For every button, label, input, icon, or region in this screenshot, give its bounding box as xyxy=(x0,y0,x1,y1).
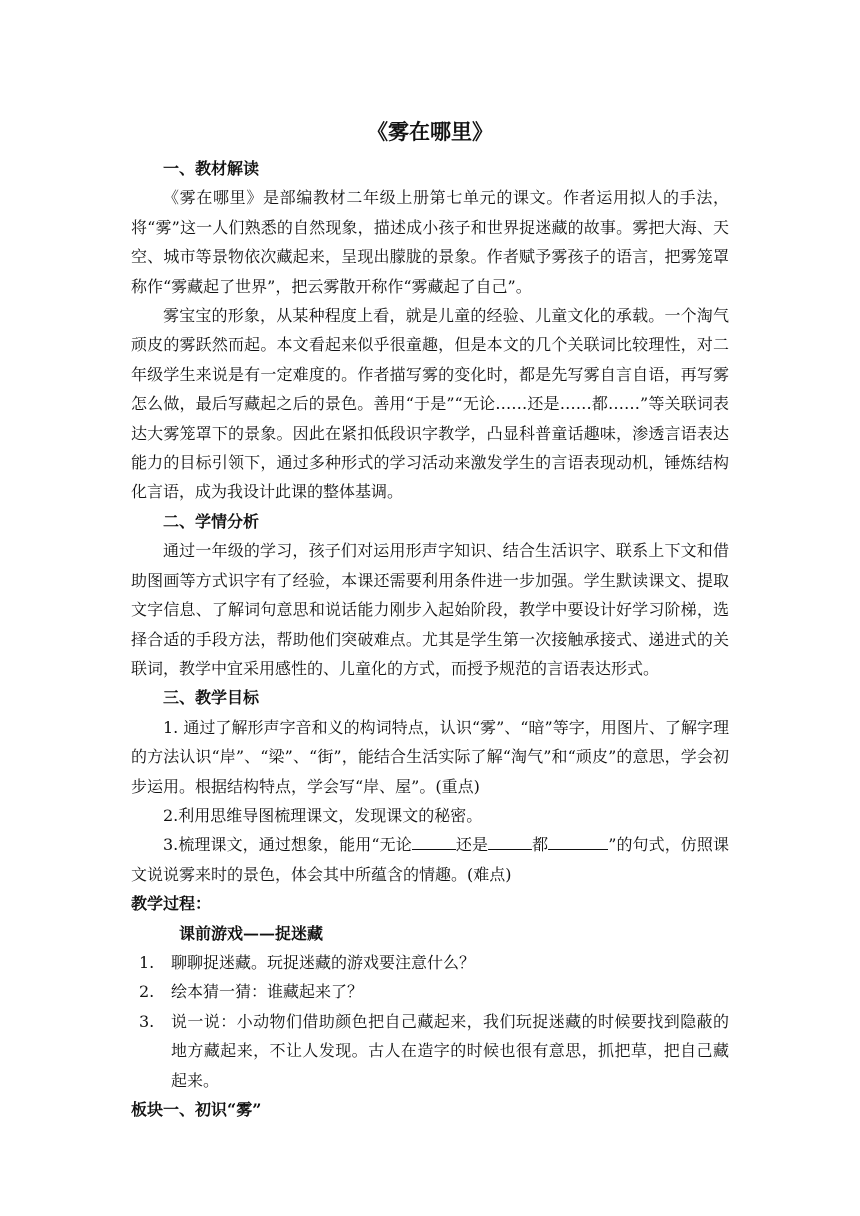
goal-3-part-a: 3.梳理课文，通过想象，能用“无论 xyxy=(163,835,412,855)
goal-1: 1. 通过了解形声字音和义的构词特点，认识“雾”、“暗”等字，用图片、了解字理的方法认识“岸”、“梁”、“街”，能结合生活实际了解“淘气”和“顽皮”的意思，学会初步运用。根据结构特点，学会写“岸、屋”。(重点) xyxy=(131,717,729,796)
paragraph-textbook-1: 《雾在哪里》是部编教材二年级上册第七单元的课文。作者运用拟人的手法，将“雾”这一人们熟悉的自然现象，描述成小孩子和世界捉迷藏的故事。雾把大海、天空、城市等景物依次藏起来，呈现出朦胧的景象。作者赋予雾孩子的语言，把雾笼罩称作“雾藏起了世界”，把云雾散开称作“雾藏起了自己”。 xyxy=(131,188,729,296)
page-title: 《雾在哪里》 xyxy=(367,119,493,144)
goal-3-part-b: 还是 xyxy=(455,835,489,855)
pregame-heading: 课前游戏——捉迷藏 xyxy=(179,923,324,943)
fill-blank xyxy=(548,833,608,850)
list-item xyxy=(131,948,729,977)
list-item-number: 2. xyxy=(139,982,155,1002)
goal-2: 2.利用思维导图梳理课文，发现课文的秘密。 xyxy=(163,805,483,825)
list-item-text: 说一说：小动物们借助颜色把自己藏起来，我们玩捉迷藏的时候要找到隐蔽的地方藏起来，不让人发现。古人在造字的时候也很有意思，抓把草，把自己藏起来。 xyxy=(171,1011,729,1090)
list-item xyxy=(131,1007,729,1095)
section-heading-goals: 三、教学目标 xyxy=(163,688,260,708)
fill-blank xyxy=(412,833,456,850)
fill-blank xyxy=(488,833,532,850)
paragraph-textbook-2: 雾宝宝的形象，从某种程度上看，就是儿童的经验、儿童文化的承载。一个淘气顽皮的雾跃然而起。本文看起来似乎很童趣，但是本文的几个关联词比较理性，对二年级学生来说是有一定难度的。作者描写雾的变化时，都是先写雾自言自语，再写雾怎么做，最后写藏起之后的景色。善用“于是”“无论……还是……都……”等关联词表达大雾笼罩下的景象。因此在紧扣低段识字教学，凸显科普童话趣味，渗透言语表达能力的目标引领下，通过多种形式的学习活动来激发学生的言语表现动机，锤炼结构化言语，成为我设计此课的整体基调。 xyxy=(131,306,729,502)
section-heading-students: 二、学情分析 xyxy=(163,511,260,531)
list-item-text: 聊聊捉迷藏。玩捉迷藏的游戏要注意什么？ xyxy=(171,952,476,972)
paragraph-students: 通过一年级的学习，孩子们对运用形声字知识、结合生活识字、联系上下文和借助图画等方式识字有了经验，本课还需要利用条件进一步加强。学生默读课文、提取文字信息、了解词句意思和说话能力刚步入起始阶段，教学中要设计好学习阶梯，选择合适的手段方法，帮助他们突破难点。尤其是学生第一次接触承接式、递进式的关联词，教学中宜采用感性的、儿童化的方式，而授予规范的言语表达形式。 xyxy=(131,541,729,678)
list-item xyxy=(131,977,729,1006)
block-heading-1: 板块一、初识“雾” xyxy=(131,1100,262,1119)
list-item-number: 1. xyxy=(139,952,155,972)
goal-3-part-c: 都 xyxy=(532,835,549,855)
goal-3-part-d: ”的句式，仿照课文说说雾来时的景色，体会其中所蕴含的情趣。(难点) xyxy=(131,835,729,884)
section-heading-textbook: 一、教材解读 xyxy=(163,159,260,178)
list-item-number: 3. xyxy=(139,1011,155,1031)
document-content xyxy=(131,112,729,1124)
goal-3 xyxy=(131,830,729,889)
process-heading: 教学过程： xyxy=(131,894,212,914)
list-item-text: 绘本猜一猜：谁藏起来了？ xyxy=(171,982,364,1002)
